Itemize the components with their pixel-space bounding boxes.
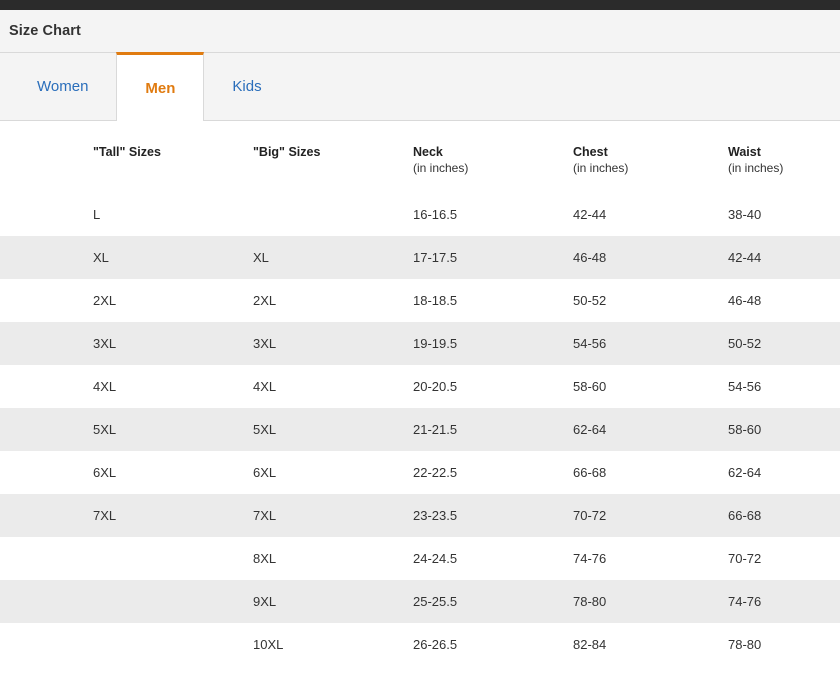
cell-chest: 82-84 xyxy=(573,637,607,652)
cell-big: 8XL xyxy=(253,551,277,566)
cell-chest: 42-44 xyxy=(573,207,607,222)
cell-chest: 62-64 xyxy=(573,408,728,451)
cell-tall: 6XL xyxy=(93,465,117,480)
table-row xyxy=(0,537,840,580)
cell-neck: 25-25.5 xyxy=(413,580,573,623)
header-neck-unit: (in inches) xyxy=(413,161,469,175)
cell-waist: 62-64 xyxy=(728,465,762,480)
cell-big: 7XL xyxy=(253,494,413,537)
row-spacer xyxy=(0,322,93,365)
cell-tall xyxy=(93,580,253,623)
table-row xyxy=(0,236,840,279)
table-row xyxy=(0,623,840,666)
row-spacer xyxy=(0,494,93,537)
page-title-bar xyxy=(0,10,840,53)
window-top-bar xyxy=(0,0,840,10)
cell-big: 9XL xyxy=(253,580,413,623)
cell-big: 10XL xyxy=(253,637,284,652)
cell-waist: 58-60 xyxy=(728,408,840,451)
header-tall-sizes-label: "Tall" Sizes xyxy=(93,145,161,159)
size-chart-tabs xyxy=(0,53,840,121)
cell-waist: 46-48 xyxy=(728,293,762,308)
size-table-head xyxy=(0,121,840,193)
header-chest-label: Chest xyxy=(573,145,608,159)
header-tall-sizes xyxy=(93,121,253,193)
header-waist-unit: (in inches) xyxy=(728,161,784,175)
size-table xyxy=(0,121,840,666)
cell-tall: 5XL xyxy=(93,408,253,451)
cell-neck: 16-16.5 xyxy=(413,207,458,222)
size-table-container xyxy=(0,121,840,666)
cell-chest: 74-76 xyxy=(573,551,607,566)
tab-men[interactable]: Men xyxy=(116,52,204,121)
cell-neck: 26-26.5 xyxy=(413,637,458,652)
table-row xyxy=(0,279,840,322)
header-row xyxy=(0,121,840,193)
table-row xyxy=(0,365,840,408)
table-row xyxy=(0,193,840,236)
cell-waist: 78-80 xyxy=(728,637,762,652)
cell-waist: 66-68 xyxy=(728,494,840,537)
header-neck-label: Neck xyxy=(413,145,443,159)
cell-chest: 46-48 xyxy=(573,236,728,279)
cell-tall: 7XL xyxy=(93,494,253,537)
cell-waist: 74-76 xyxy=(728,580,840,623)
cell-big: 6XL xyxy=(253,465,277,480)
header-neck xyxy=(413,121,573,193)
row-spacer xyxy=(0,537,93,580)
cell-chest: 58-60 xyxy=(573,379,607,394)
cell-neck: 19-19.5 xyxy=(413,322,573,365)
cell-neck: 18-18.5 xyxy=(413,293,458,308)
cell-big: 5XL xyxy=(253,408,413,451)
table-row xyxy=(0,451,840,494)
cell-waist: 50-52 xyxy=(728,322,840,365)
cell-big: 3XL xyxy=(253,322,413,365)
header-chest-unit: (in inches) xyxy=(573,161,629,175)
cell-big: XL xyxy=(253,236,413,279)
header-big-sizes-label: "Big" Sizes xyxy=(253,145,321,159)
cell-waist: 38-40 xyxy=(728,207,762,222)
cell-waist: 70-72 xyxy=(728,551,762,566)
cell-chest: 50-52 xyxy=(573,293,607,308)
cell-chest: 78-80 xyxy=(573,580,728,623)
spacer-cell xyxy=(0,121,93,193)
cell-tall: 2XL xyxy=(93,293,117,308)
tab-kids[interactable]: Kids xyxy=(204,52,289,120)
cell-chest: 66-68 xyxy=(573,465,607,480)
table-row xyxy=(0,322,840,365)
cell-tall: 3XL xyxy=(93,322,253,365)
cell-tall xyxy=(93,623,253,666)
header-chest xyxy=(573,121,728,193)
cell-chest: 54-56 xyxy=(573,322,728,365)
cell-neck: 21-21.5 xyxy=(413,408,573,451)
header-waist-label: Waist xyxy=(728,145,761,159)
table-row xyxy=(0,494,840,537)
cell-neck: 22-22.5 xyxy=(413,465,458,480)
cell-big: 4XL xyxy=(253,379,277,394)
cell-big xyxy=(253,193,413,236)
row-spacer xyxy=(0,365,93,408)
row-spacer xyxy=(0,623,93,666)
row-spacer xyxy=(0,408,93,451)
row-spacer xyxy=(0,451,93,494)
size-table-body xyxy=(0,193,840,666)
cell-neck: 24-24.5 xyxy=(413,551,458,566)
cell-neck: 23-23.5 xyxy=(413,494,573,537)
header-big-sizes xyxy=(253,121,413,193)
cell-big: 2XL xyxy=(253,293,277,308)
cell-tall: XL xyxy=(93,236,253,279)
cell-neck: 17-17.5 xyxy=(413,236,573,279)
cell-tall xyxy=(93,537,253,580)
row-spacer xyxy=(0,580,93,623)
tab-women[interactable]: Women xyxy=(9,52,116,120)
header-waist xyxy=(728,121,840,193)
cell-neck: 20-20.5 xyxy=(413,379,458,394)
row-spacer xyxy=(0,279,93,322)
row-spacer xyxy=(0,193,93,236)
cell-waist: 54-56 xyxy=(728,379,762,394)
cell-waist: 42-44 xyxy=(728,236,840,279)
table-row xyxy=(0,580,840,623)
cell-chest: 70-72 xyxy=(573,494,728,537)
cell-tall: L xyxy=(93,207,101,222)
row-spacer xyxy=(0,236,93,279)
cell-tall: 4XL xyxy=(93,379,117,394)
page-title: Size Chart xyxy=(9,23,81,39)
table-row xyxy=(0,408,840,451)
